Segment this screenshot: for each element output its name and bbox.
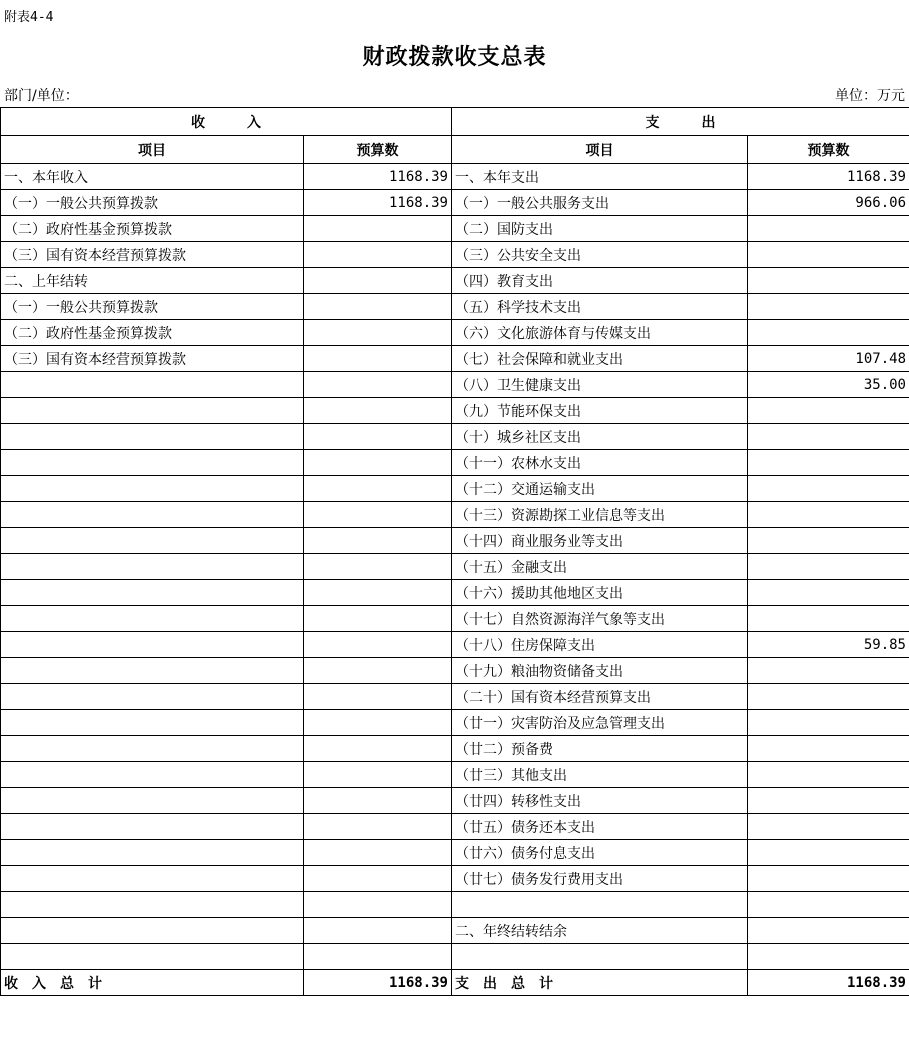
income-item-cell xyxy=(1,866,304,892)
table-row xyxy=(1,918,909,944)
income-item-cell xyxy=(1,632,304,658)
expense-amount-cell xyxy=(748,892,909,918)
income-amount-cell xyxy=(304,762,452,788)
expense-amount-cell xyxy=(748,944,909,970)
income-item-cell: （一）一般公共预算拨款 xyxy=(1,190,304,216)
income-item-cell xyxy=(1,684,304,710)
expense-amount-cell xyxy=(748,762,909,788)
income-item-cell: （一）一般公共预算拨款 xyxy=(1,294,304,320)
table-row xyxy=(1,372,909,398)
income-amount-cell xyxy=(304,242,452,268)
budget-summary-table xyxy=(0,107,909,996)
table-row xyxy=(1,294,909,320)
table-row xyxy=(1,502,909,528)
table-row xyxy=(1,658,909,684)
income-item-cell: （三）国有资本经营预算拨款 xyxy=(1,346,304,372)
income-item-cell xyxy=(1,372,304,398)
expense-amount-cell xyxy=(748,268,909,294)
table-row xyxy=(1,866,909,892)
income-amount-cell xyxy=(304,632,452,658)
expense-amount-cell xyxy=(748,476,909,502)
income-section-header: 收 入 xyxy=(1,108,452,136)
department-label: 部门/单位： xyxy=(4,88,79,104)
table-row xyxy=(1,840,909,866)
expense-item-cell: （二）国防支出 xyxy=(452,216,748,242)
income-item-cell xyxy=(1,710,304,736)
income-amount-cell xyxy=(304,554,452,580)
expense-amount-cell xyxy=(748,606,909,632)
expense-amount-cell xyxy=(748,216,909,242)
expense-section-header: 支 出 xyxy=(452,108,909,136)
expense-amount-cell xyxy=(748,788,909,814)
income-item-cell: 一、本年收入 xyxy=(1,164,304,190)
income-item-cell xyxy=(1,450,304,476)
expense-item-cell: （二十）国有资本经营预算支出 xyxy=(452,684,748,710)
expense-amount-cell xyxy=(748,814,909,840)
income-item-cell: 二、上年结转 xyxy=(1,268,304,294)
expense-item-cell: （廿三）其他支出 xyxy=(452,762,748,788)
income-amount-cell xyxy=(304,294,452,320)
expense-budget-header: 预算数 xyxy=(748,136,909,164)
expense-item-cell: （廿七）债务发行费用支出 xyxy=(452,866,748,892)
expense-amount-cell xyxy=(748,684,909,710)
income-amount-cell xyxy=(304,788,452,814)
income-item-cell xyxy=(1,658,304,684)
expense-amount-cell xyxy=(748,528,909,554)
income-amount-cell xyxy=(304,840,452,866)
expense-amount-cell: 1168.39 xyxy=(748,164,909,190)
expense-amount-cell xyxy=(748,866,909,892)
income-amount-cell xyxy=(304,736,452,762)
table-row xyxy=(1,320,909,346)
total-row xyxy=(1,970,909,996)
table-row xyxy=(1,892,909,918)
income-item-cell: （二）政府性基金预算拨款 xyxy=(1,216,304,242)
table-row xyxy=(1,710,909,736)
income-amount-cell: 1168.39 xyxy=(304,164,452,190)
income-item-cell: （二）政府性基金预算拨款 xyxy=(1,320,304,346)
expense-item-cell: （九）节能环保支出 xyxy=(452,398,748,424)
income-item-cell: （三）国有资本经营预算拨款 xyxy=(1,242,304,268)
income-amount-cell xyxy=(304,372,452,398)
table-row xyxy=(1,736,909,762)
table-row xyxy=(1,814,909,840)
income-item-cell xyxy=(1,840,304,866)
expense-item-cell: （十一）农林水支出 xyxy=(452,450,748,476)
expense-item-cell: （四）教育支出 xyxy=(452,268,748,294)
table-row xyxy=(1,346,909,372)
unit-label: 单位：万元 xyxy=(835,88,905,104)
income-amount-cell xyxy=(304,918,452,944)
income-amount-cell xyxy=(304,424,452,450)
income-item-cell xyxy=(1,892,304,918)
expense-item-cell: （廿六）债务付息支出 xyxy=(452,840,748,866)
expense-amount-cell xyxy=(748,710,909,736)
expense-item-cell: （十七）自然资源海洋气象等支出 xyxy=(452,606,748,632)
expense-amount-cell xyxy=(748,398,909,424)
income-amount-cell xyxy=(304,606,452,632)
income-amount-cell xyxy=(304,476,452,502)
income-amount-cell xyxy=(304,710,452,736)
income-item-cell xyxy=(1,918,304,944)
table-row xyxy=(1,580,909,606)
table-row xyxy=(1,476,909,502)
expense-amount-cell xyxy=(748,502,909,528)
expense-item-cell: （十）城乡社区支出 xyxy=(452,424,748,450)
expense-amount-cell: 59.85 xyxy=(748,632,909,658)
income-item-header: 项目 xyxy=(1,136,304,164)
table-row xyxy=(1,398,909,424)
expense-item-cell: （八）卫生健康支出 xyxy=(452,372,748,398)
table-row xyxy=(1,528,909,554)
table-row xyxy=(1,450,909,476)
table-row xyxy=(1,268,909,294)
expense-item-cell xyxy=(452,892,748,918)
income-amount-cell xyxy=(304,892,452,918)
expense-amount-cell xyxy=(748,658,909,684)
table-row xyxy=(1,242,909,268)
expense-item-cell: （七）社会保障和就业支出 xyxy=(452,346,748,372)
expense-amount-cell xyxy=(748,320,909,346)
income-item-cell xyxy=(1,476,304,502)
income-item-cell xyxy=(1,502,304,528)
income-item-cell xyxy=(1,606,304,632)
income-item-cell xyxy=(1,736,304,762)
income-item-cell xyxy=(1,424,304,450)
table-row xyxy=(1,606,909,632)
expense-total-amount: 1168.39 xyxy=(748,970,909,996)
expense-amount-cell xyxy=(748,580,909,606)
income-total-label: 收 入 总 计 xyxy=(1,970,304,996)
attachment-label: 附表4-4 xyxy=(4,10,54,25)
income-item-cell xyxy=(1,554,304,580)
expense-total-label: 支 出 总 计 xyxy=(452,970,748,996)
income-item-cell xyxy=(1,944,304,970)
expense-amount-cell xyxy=(748,736,909,762)
income-amount-cell xyxy=(304,814,452,840)
income-budget-header: 预算数 xyxy=(304,136,452,164)
income-amount-cell: 1168.39 xyxy=(304,190,452,216)
table-row xyxy=(1,190,909,216)
income-amount-cell xyxy=(304,866,452,892)
expense-amount-cell xyxy=(748,840,909,866)
expense-amount-cell xyxy=(748,242,909,268)
expense-amount-cell: 35.00 xyxy=(748,372,909,398)
income-amount-cell xyxy=(304,346,452,372)
income-total-amount: 1168.39 xyxy=(304,970,452,996)
section-header-row xyxy=(1,108,909,136)
expense-item-cell: （廿四）转移性支出 xyxy=(452,788,748,814)
table-row xyxy=(1,554,909,580)
column-header-row xyxy=(1,136,909,164)
income-item-cell xyxy=(1,398,304,424)
expense-item-cell: （一）一般公共服务支出 xyxy=(452,190,748,216)
income-item-cell xyxy=(1,788,304,814)
expense-item-cell: （廿二）预备费 xyxy=(452,736,748,762)
income-item-cell xyxy=(1,580,304,606)
expense-item-cell: （十二）交通运输支出 xyxy=(452,476,748,502)
expense-item-cell: （廿一）灾害防治及应急管理支出 xyxy=(452,710,748,736)
income-amount-cell xyxy=(304,320,452,346)
table-row xyxy=(1,216,909,242)
income-amount-cell xyxy=(304,528,452,554)
page-title: 财政拨款收支总表 xyxy=(362,44,547,70)
table-row xyxy=(1,684,909,710)
expense-item-cell: 二、年终结转结余 xyxy=(452,918,748,944)
income-item-cell xyxy=(1,762,304,788)
expense-item-cell: （五）科学技术支出 xyxy=(452,294,748,320)
income-amount-cell xyxy=(304,450,452,476)
expense-item-cell: 一、本年支出 xyxy=(452,164,748,190)
income-amount-cell xyxy=(304,216,452,242)
table-row xyxy=(1,632,909,658)
expense-amount-cell xyxy=(748,424,909,450)
expense-amount-cell xyxy=(748,554,909,580)
expense-amount-cell xyxy=(748,294,909,320)
table-row xyxy=(1,762,909,788)
income-amount-cell xyxy=(304,580,452,606)
table-row xyxy=(1,788,909,814)
expense-item-cell: （十三）资源勘探工业信息等支出 xyxy=(452,502,748,528)
income-amount-cell xyxy=(304,684,452,710)
expense-amount-cell: 107.48 xyxy=(748,346,909,372)
income-amount-cell xyxy=(304,398,452,424)
expense-item-cell: （十五）金融支出 xyxy=(452,554,748,580)
income-item-cell xyxy=(1,528,304,554)
expense-item-cell: （廿五）债务还本支出 xyxy=(452,814,748,840)
expense-item-cell: （六）文化旅游体育与传媒支出 xyxy=(452,320,748,346)
income-amount-cell xyxy=(304,658,452,684)
income-amount-cell xyxy=(304,268,452,294)
table-row xyxy=(1,944,909,970)
table-row xyxy=(1,164,909,190)
expense-item-cell: （十六）援助其他地区支出 xyxy=(452,580,748,606)
expense-item-cell: （十四）商业服务业等支出 xyxy=(452,528,748,554)
expense-amount-cell xyxy=(748,918,909,944)
expense-item-cell xyxy=(452,944,748,970)
expense-item-cell: （三）公共安全支出 xyxy=(452,242,748,268)
income-item-cell xyxy=(1,814,304,840)
income-amount-cell xyxy=(304,944,452,970)
expense-item-cell: （十八）住房保障支出 xyxy=(452,632,748,658)
table-row xyxy=(1,424,909,450)
income-amount-cell xyxy=(304,502,452,528)
expense-item-cell: （十九）粮油物资储备支出 xyxy=(452,658,748,684)
expense-item-header: 项目 xyxy=(452,136,748,164)
expense-amount-cell xyxy=(748,450,909,476)
expense-amount-cell: 966.06 xyxy=(748,190,909,216)
